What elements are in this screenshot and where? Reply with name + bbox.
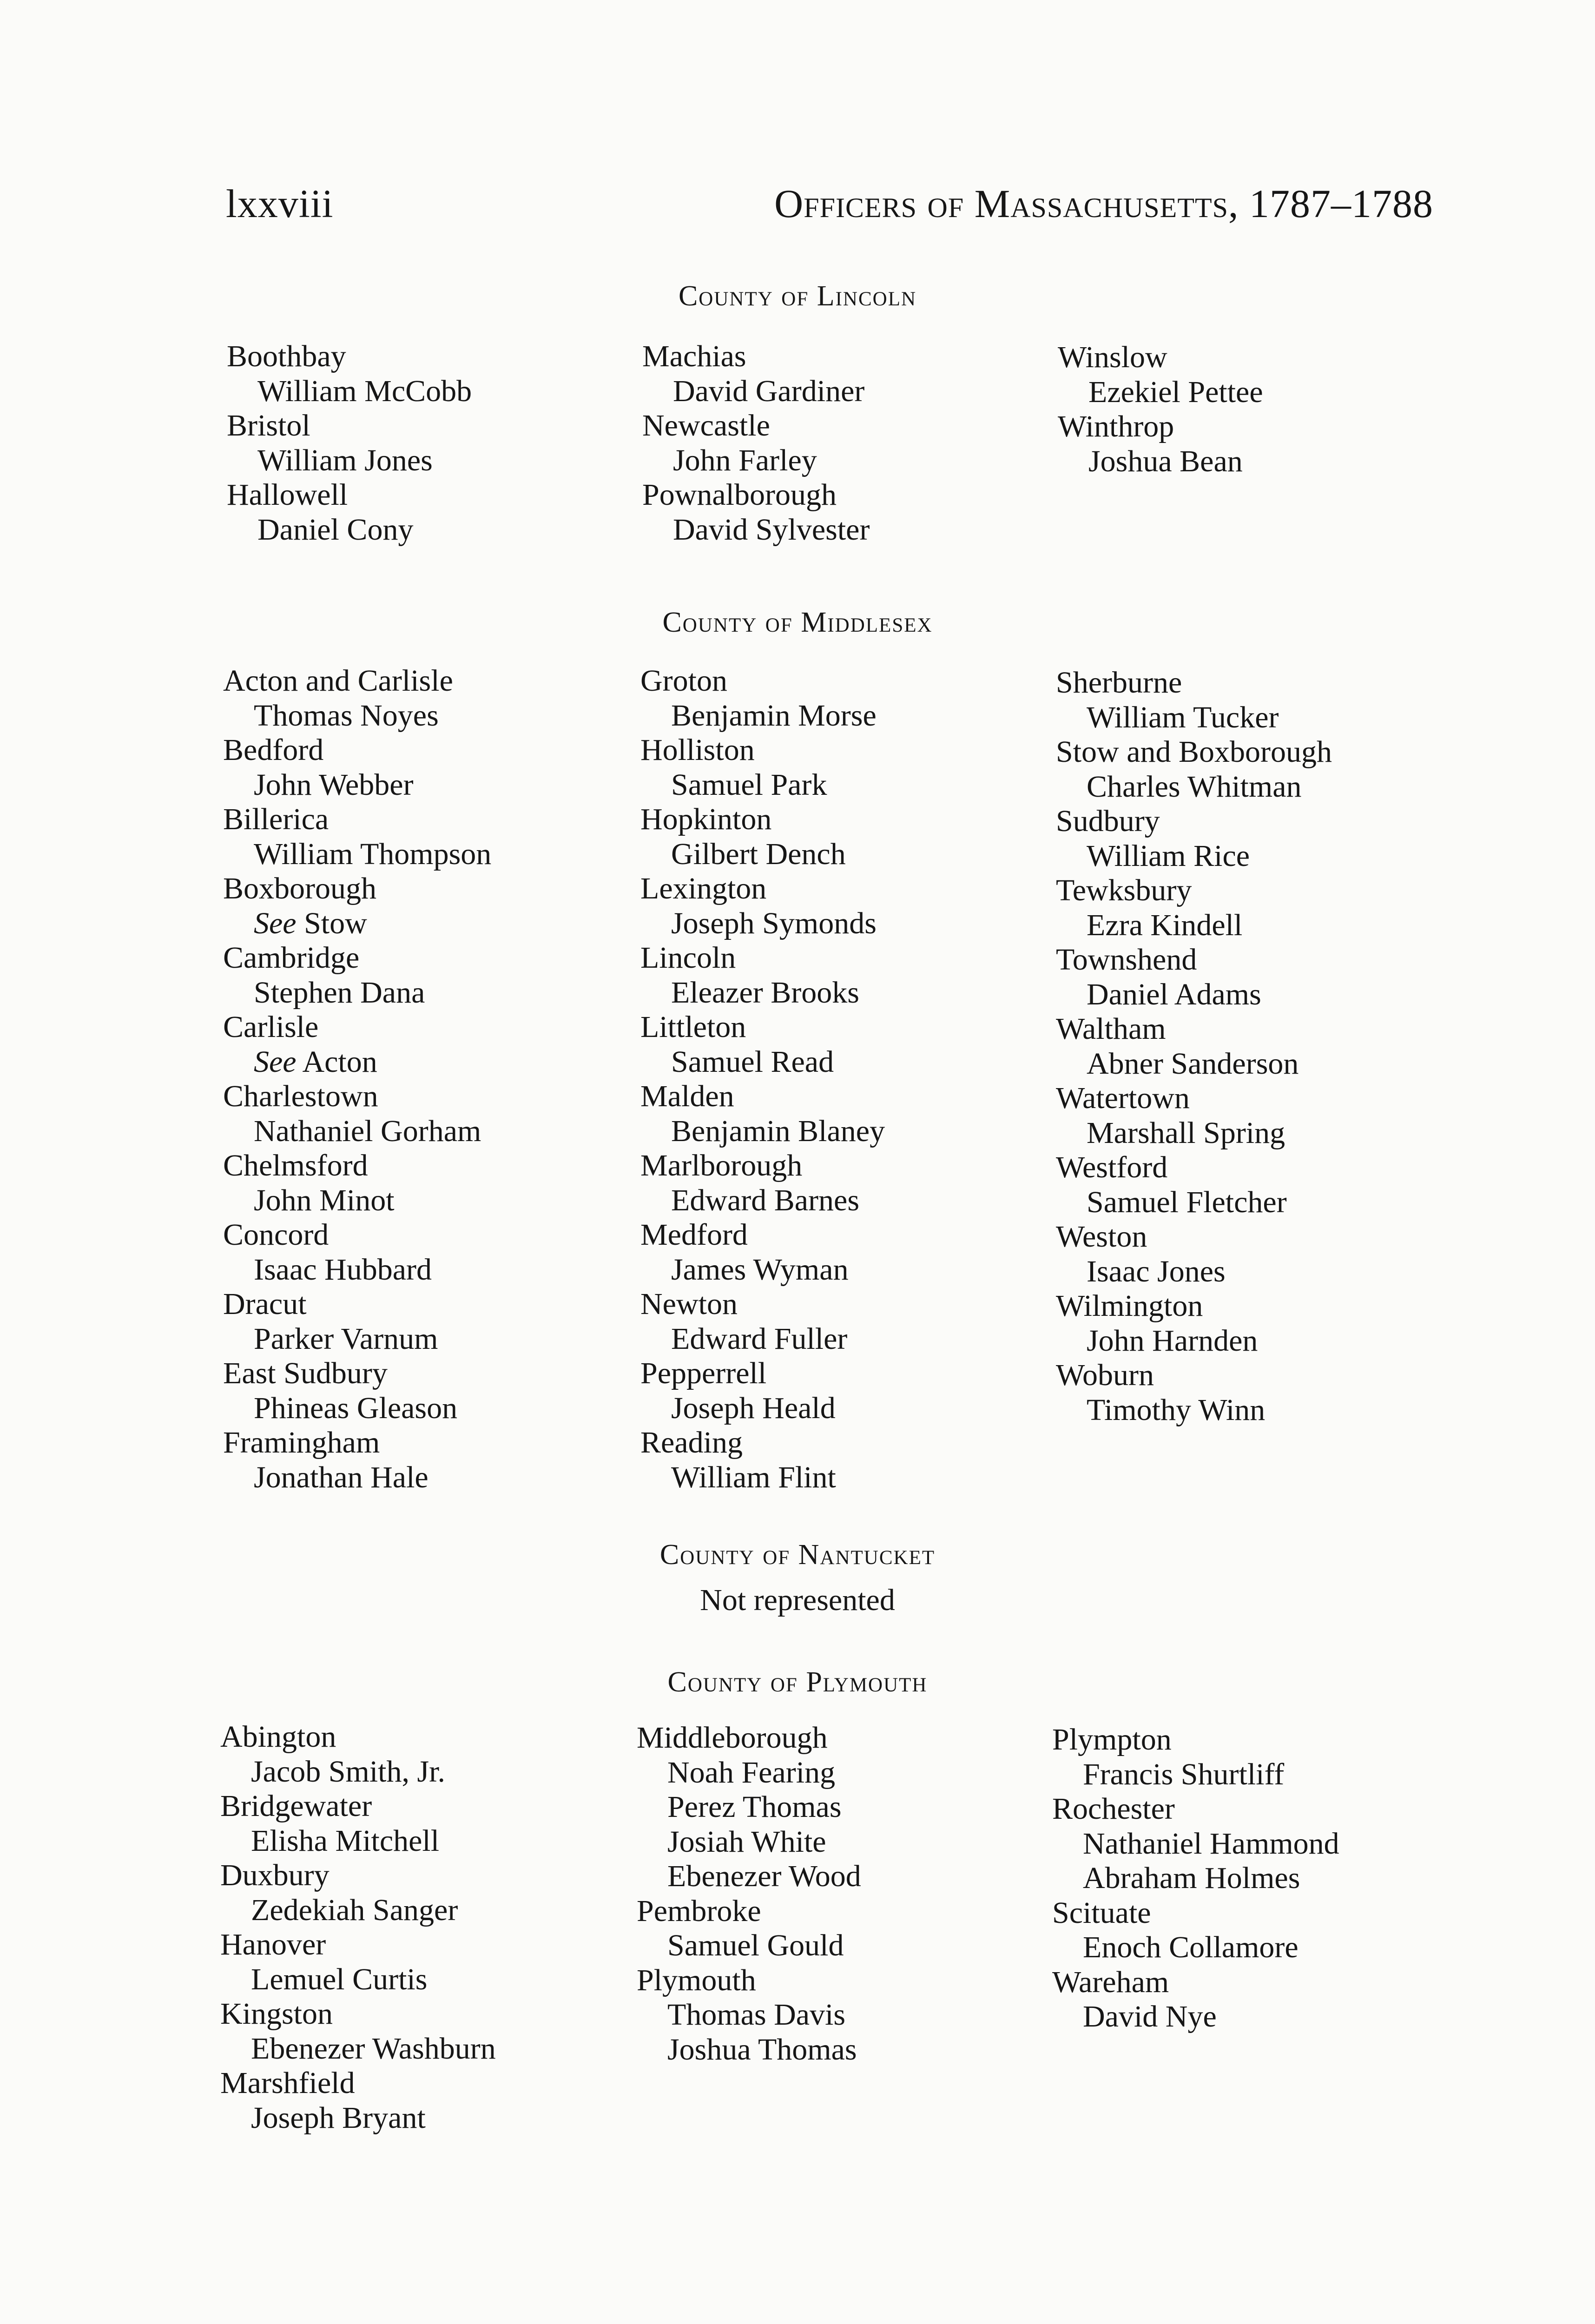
town-name: Winslow xyxy=(1058,340,1167,374)
town-name: Sudbury xyxy=(1056,804,1160,838)
town-name: Weston xyxy=(1056,1220,1147,1254)
middlesex-column-2 xyxy=(640,664,885,1495)
page-number: lxxviii xyxy=(226,181,334,226)
plymouth-column-1 xyxy=(220,1720,496,2135)
county-heading-nantucket: County of Nantucket xyxy=(659,1539,936,1571)
town-name: Plympton xyxy=(1052,1723,1172,1756)
town-name: Boxborough xyxy=(223,872,376,905)
town-name: Rochester xyxy=(1052,1792,1175,1826)
town-name: Wilmington xyxy=(1056,1289,1203,1323)
officer-name: Samuel Read xyxy=(671,1044,834,1079)
officer-name: Zedekiah Sanger xyxy=(251,1893,458,1927)
officer-name: Isaac Hubbard xyxy=(254,1252,432,1287)
officer-name: Elisha Mitchell xyxy=(251,1823,440,1858)
officer-name: Daniel Cony xyxy=(257,512,414,547)
town-name: Plymouth xyxy=(637,1963,756,1997)
town-name: Scituate xyxy=(1052,1895,1151,1930)
officer-name: Josiah White xyxy=(667,1824,826,1859)
town-name: Lexington xyxy=(640,872,767,905)
officer-name: Gilbert Dench xyxy=(671,837,846,871)
town-name: Bridgewater xyxy=(220,1789,372,1823)
town-name: Townshend xyxy=(1056,943,1197,977)
officer-name: William Flint xyxy=(671,1460,836,1494)
officer-name: Ebenezer Wood xyxy=(667,1859,861,1893)
town-name: Groton xyxy=(640,664,727,698)
plymouth-column-3 xyxy=(1052,1723,1339,2034)
town-name: Chelmsford xyxy=(223,1149,368,1182)
officer-name: John Farley xyxy=(673,443,817,477)
town-name: Duxbury xyxy=(220,1858,330,1892)
officer-name: William McCobb xyxy=(257,374,472,408)
officer-name: Thomas Noyes xyxy=(254,698,439,733)
middlesex-column-1 xyxy=(223,664,491,1495)
town-name: Tewksbury xyxy=(1056,873,1192,907)
officer-name: John Minot xyxy=(254,1183,395,1217)
officer-name: Samuel Park xyxy=(671,767,827,802)
town-name: Charlestown xyxy=(223,1079,378,1113)
officer-name: Daniel Adams xyxy=(1087,977,1261,1011)
officer-name: James Wyman xyxy=(671,1252,849,1287)
officer-name: Samuel Fletcher xyxy=(1087,1185,1287,1219)
county-heading-middlesex: County of Middlesex xyxy=(662,607,933,638)
officer-name: Nathaniel Hammond xyxy=(1083,1826,1339,1861)
town-name: Cambridge xyxy=(223,941,360,975)
town-name: Framingham xyxy=(223,1426,380,1459)
see-target: Stow xyxy=(304,906,367,940)
town-name: Abington xyxy=(220,1720,336,1754)
officer-name: Stephen Dana xyxy=(254,975,425,1010)
town-name: Marshfield xyxy=(220,2066,355,2100)
officer-name: Phineas Gleason xyxy=(254,1391,458,1425)
see-label: See xyxy=(254,1044,297,1079)
officer-name: David Sylvester xyxy=(673,512,870,547)
town-name: Middleborough xyxy=(637,1721,828,1755)
officer-name: Charles Whitman xyxy=(1087,769,1302,804)
officer-name: Benjamin Morse xyxy=(671,698,877,733)
town-name: Stow and Boxborough xyxy=(1056,735,1332,769)
town-name: Newton xyxy=(640,1287,738,1321)
town-name: Newcastle xyxy=(642,409,770,442)
town-name: Pepperrell xyxy=(640,1356,767,1390)
lincoln-column-1 xyxy=(227,339,472,547)
town-name: Concord xyxy=(223,1218,329,1252)
officer-name: Isaac Jones xyxy=(1087,1254,1226,1288)
officer-name: Samuel Gould xyxy=(667,1928,844,1962)
officer-name: Edward Barnes xyxy=(671,1183,860,1217)
town-name: Billerica xyxy=(223,802,329,836)
town-name: Hopkinton xyxy=(640,802,772,836)
cross-reference xyxy=(223,906,491,941)
plymouth-column-2 xyxy=(637,1721,861,2067)
officer-name: William Rice xyxy=(1087,838,1250,873)
officer-name: John Harnden xyxy=(1087,1323,1258,1358)
middlesex-column-3 xyxy=(1056,666,1332,1427)
officer-name: Ezra Kindell xyxy=(1087,908,1243,942)
town-name: East Sudbury xyxy=(223,1356,388,1390)
town-name: Reading xyxy=(640,1426,743,1459)
town-name: Bristol xyxy=(227,409,310,442)
see-target: Acton xyxy=(302,1044,377,1079)
town-name: Waltham xyxy=(1056,1012,1166,1046)
officer-name: Noah Fearing xyxy=(667,1755,836,1789)
town-name: Medford xyxy=(640,1218,748,1252)
cross-reference xyxy=(223,1045,491,1080)
town-name: Holliston xyxy=(640,733,755,767)
running-head xyxy=(0,180,1595,236)
officer-name: Lemuel Curtis xyxy=(251,1962,428,1996)
town-name: Kingston xyxy=(220,1997,333,2031)
officer-name: Eleazer Brooks xyxy=(671,975,859,1010)
officer-name: Ebenezer Washburn xyxy=(251,2031,496,2066)
officer-name: Joseph Heald xyxy=(671,1391,836,1425)
see-label: See xyxy=(254,906,297,940)
officer-name: Joshua Bean xyxy=(1088,444,1243,478)
officer-name: Parker Varnum xyxy=(254,1321,438,1356)
town-name: Woburn xyxy=(1056,1358,1154,1392)
officer-name: David Gardiner xyxy=(673,374,865,408)
town-name: Malden xyxy=(640,1079,734,1113)
town-name: Dracut xyxy=(223,1287,307,1321)
officer-name: John Webber xyxy=(254,767,414,802)
town-name: Carlisle xyxy=(223,1010,319,1044)
officer-name: David Nye xyxy=(1083,2000,1217,2034)
officer-name: Nathaniel Gorham xyxy=(254,1114,481,1148)
county-heading-lincoln: County of Lincoln xyxy=(678,280,917,312)
town-name: Marlborough xyxy=(640,1149,803,1182)
town-name: Sherburne xyxy=(1056,666,1182,700)
officer-name: Joseph Symonds xyxy=(671,906,877,940)
officer-name: Thomas Davis xyxy=(667,1998,846,2032)
officer-name: William Tucker xyxy=(1087,700,1279,734)
town-name: Pembroke xyxy=(637,1894,761,1928)
lincoln-column-3 xyxy=(1058,340,1263,479)
nantucket-note: Not represented xyxy=(700,1583,895,1617)
town-name: Hallowell xyxy=(227,478,348,512)
officer-name: Benjamin Blaney xyxy=(671,1114,885,1148)
officer-name: Ezekiel Pettee xyxy=(1088,375,1263,409)
town-name: Acton and Carlisle xyxy=(223,664,453,698)
officer-name: Abraham Holmes xyxy=(1083,1861,1300,1895)
lincoln-column-2 xyxy=(642,339,870,547)
town-name: Lincoln xyxy=(640,941,736,975)
officer-name: Jacob Smith, Jr. xyxy=(251,1754,446,1789)
town-name: Hanover xyxy=(220,1928,326,1961)
running-title: Officers of Massachusetts, 1787–1788 xyxy=(774,181,1433,226)
town-name: Winthrop xyxy=(1058,409,1174,443)
officer-name: Marshall Spring xyxy=(1087,1116,1285,1150)
county-heading-plymouth: County of Plymouth xyxy=(667,1666,928,1698)
officer-name: Timothy Winn xyxy=(1087,1393,1265,1427)
officer-name: Joseph Bryant xyxy=(251,2100,426,2135)
officer-name: William Thompson xyxy=(254,837,492,871)
officer-name: William Jones xyxy=(257,443,433,477)
officer-name: Francis Shurtliff xyxy=(1083,1757,1285,1791)
town-name: Machias xyxy=(642,339,746,373)
town-name: Westford xyxy=(1056,1150,1168,1184)
officer-name: Joshua Thomas xyxy=(667,2032,857,2067)
town-name: Pownalborough xyxy=(642,478,837,512)
officer-name: Edward Fuller xyxy=(671,1321,848,1356)
town-name: Wareham xyxy=(1052,1965,1169,1999)
officer-name: Perez Thomas xyxy=(667,1790,842,1824)
town-name: Littleton xyxy=(640,1010,746,1044)
officer-name: Jonathan Hale xyxy=(254,1460,428,1494)
town-name: Bedford xyxy=(223,733,324,767)
officer-name: Abner Sanderson xyxy=(1087,1046,1299,1081)
officer-name: Enoch Collamore xyxy=(1083,1930,1298,1964)
town-name: Boothbay xyxy=(227,339,346,373)
town-name: Watertown xyxy=(1056,1081,1190,1115)
